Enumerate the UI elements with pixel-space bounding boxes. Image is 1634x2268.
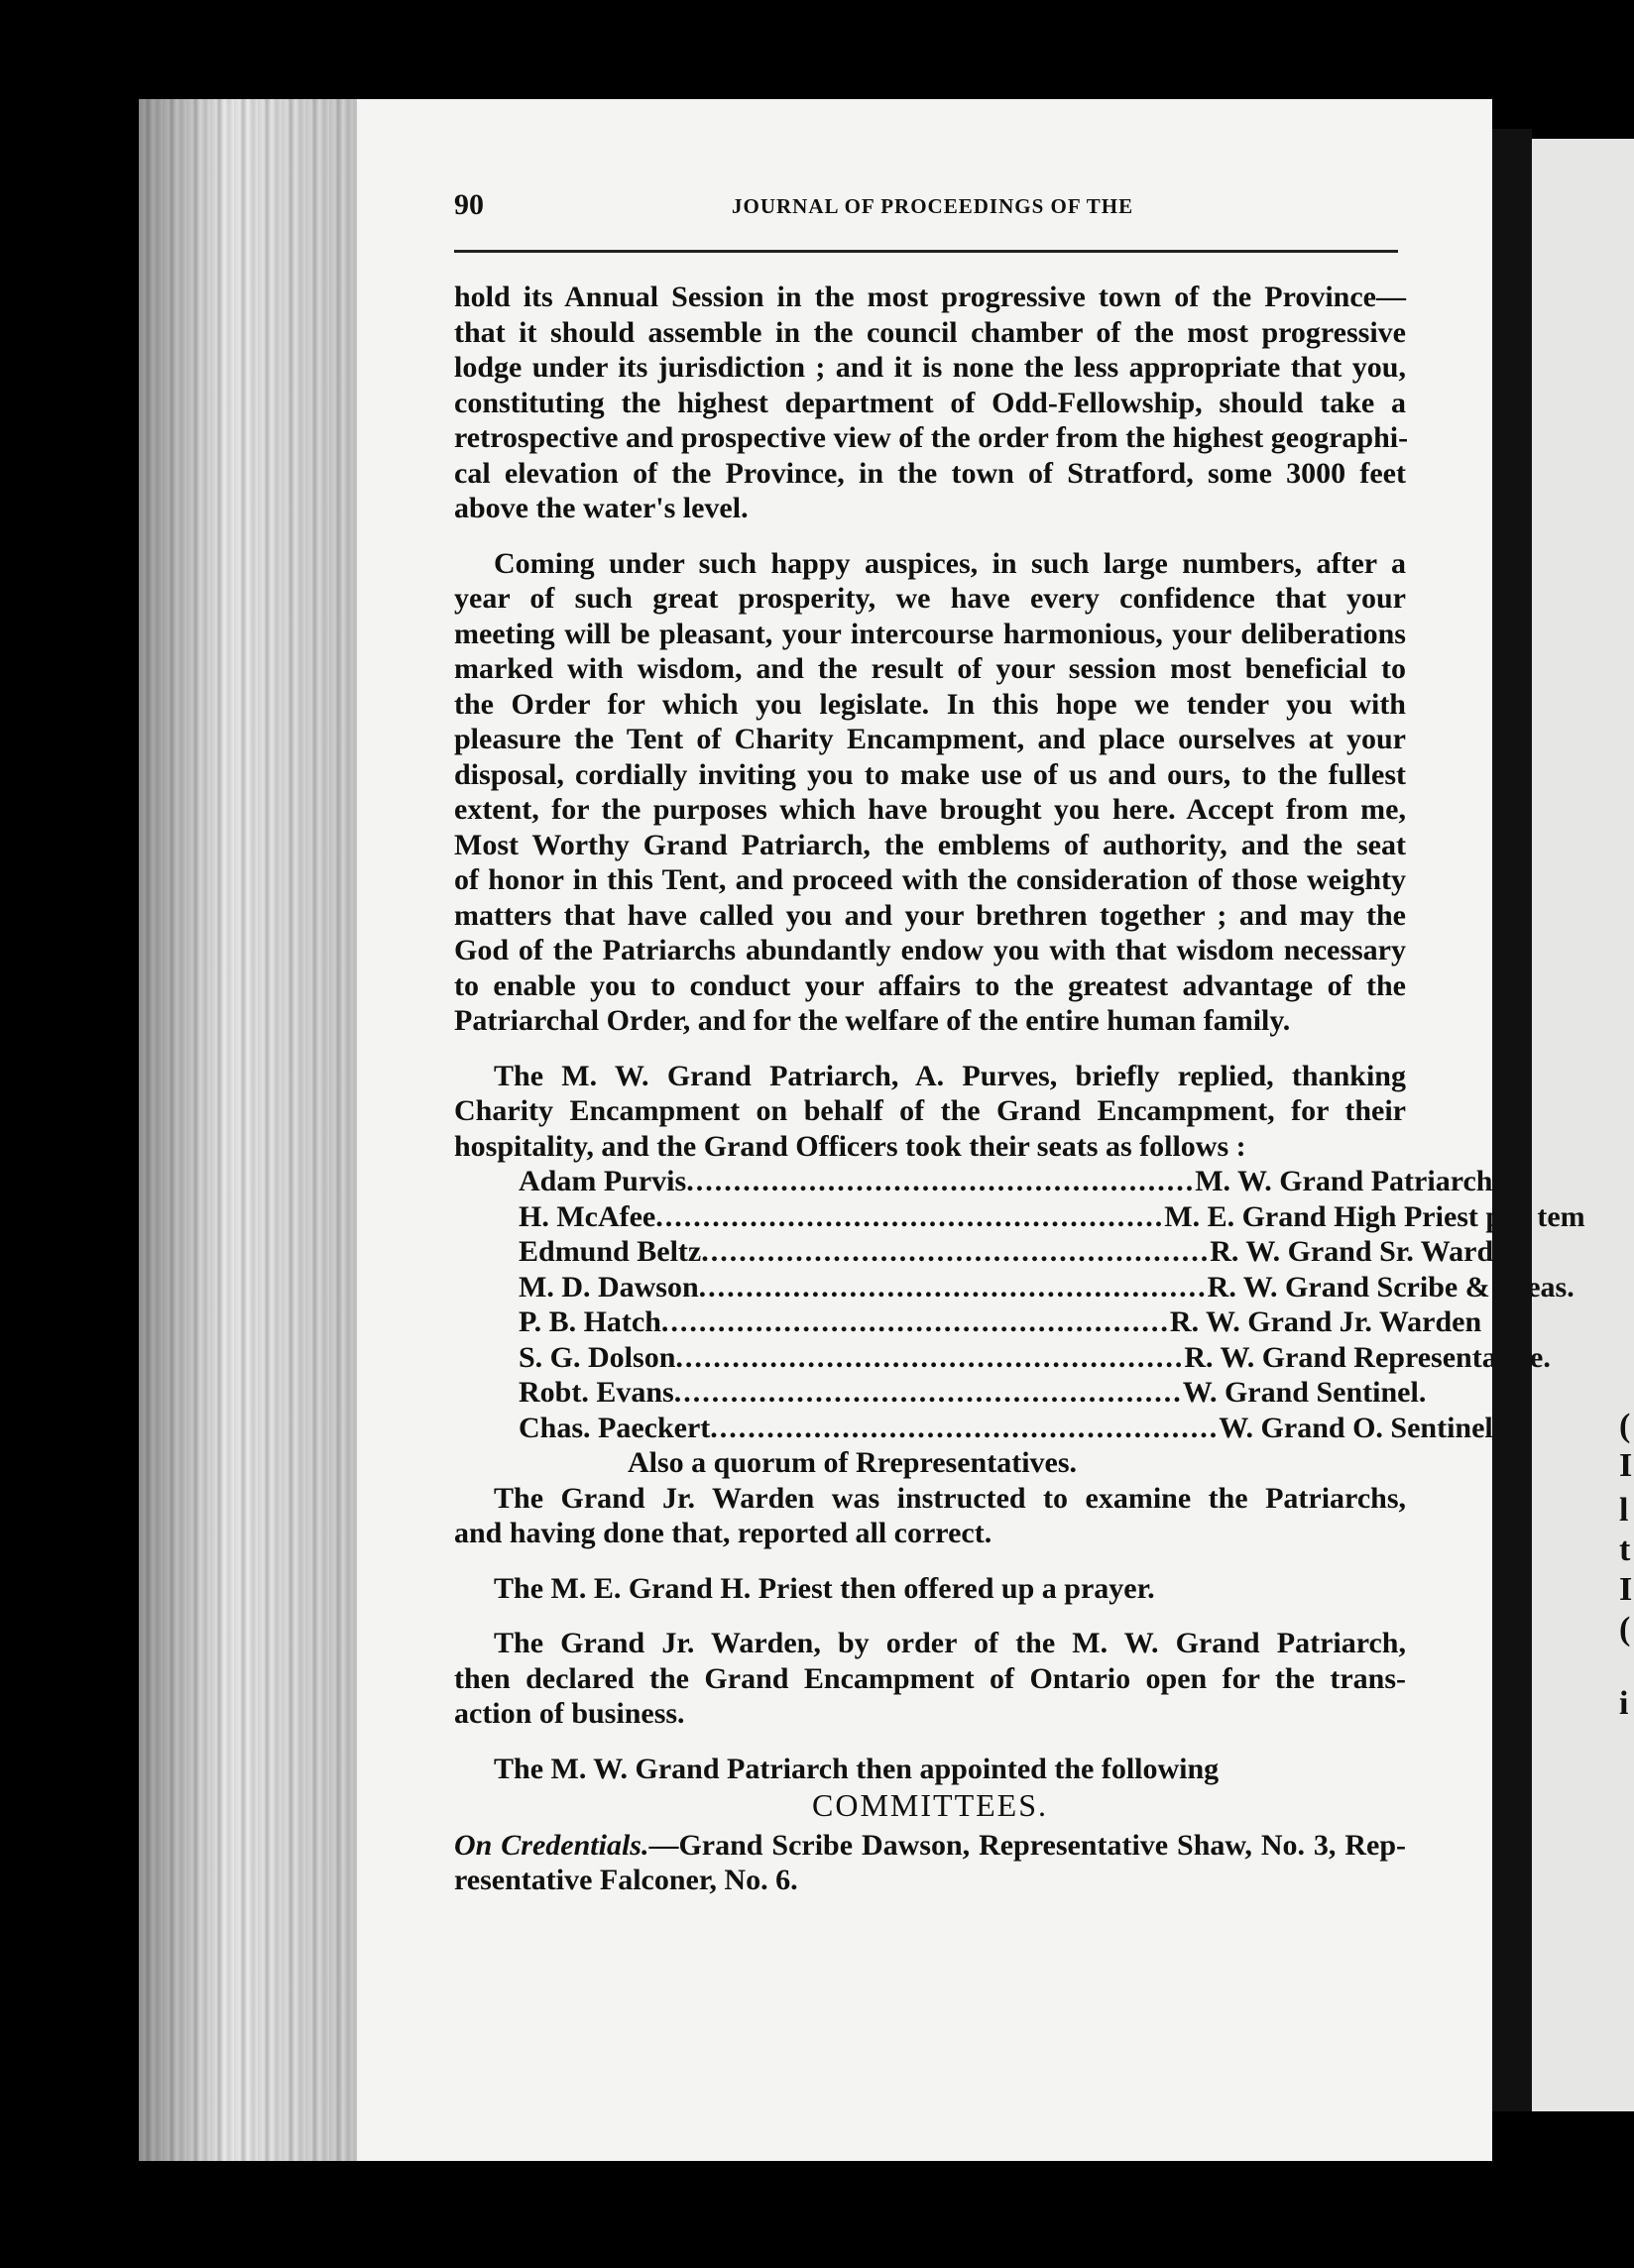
officer-title: M. E. Grand High Priest pro tem [1164, 1199, 1585, 1233]
text-line: The Grand Jr. Warden was instructed to examine the Patriarchs, [494, 1481, 1406, 1515]
officer-row [519, 1164, 1500, 1199]
officer-name: M. D. Dawson [519, 1270, 699, 1304]
page-number: 90 [454, 188, 484, 221]
text-line: above the water's level. [454, 492, 749, 524]
officer-name: H. McAfee [519, 1199, 656, 1233]
page-body [454, 280, 1585, 1898]
credentials-text: —Grand Scribe Dawson, Representative Shaw, No. 3, Rep- [648, 1828, 1406, 1862]
text-line: cal elevation of the Province, in the town of Stratford, some 3000 feet [454, 456, 1406, 490]
text-line: The M. W. Grand Patriarch then appointed the following [494, 1752, 1220, 1785]
text-line: to enable you to conduct your affairs to the greatest advantage of the [454, 968, 1406, 1002]
committees-heading: COMMITTEES. [812, 1787, 1048, 1823]
text-line: that it should assemble in the council chamber of the most progressive [454, 315, 1406, 349]
paragraph [454, 1626, 1406, 1732]
text-line: Most Worthy Grand Patriarch, the emblems of authority, and the seat [454, 828, 1406, 861]
officer-title: R. W. Grand Jr. Warden [1169, 1305, 1482, 1338]
credentials-label: On Credentials. [454, 1828, 649, 1862]
paragraph [454, 1059, 1406, 1165]
text-line: disposal, cordially inviting you to make use of us and ours, to the fullest [454, 757, 1406, 791]
text-line: constituting the highest department of Odd-Fellowship, should take a [454, 386, 1406, 419]
text-line: hold its Annual Session in the most progressive town of the Province— [454, 281, 1406, 313]
officer-name: Edmund Beltz [519, 1235, 702, 1268]
paragraph [454, 1481, 1406, 1551]
running-title: JOURNAL OF PROCEEDINGS OF THE [732, 194, 1134, 218]
next-page-fragment: I [1619, 1447, 1633, 1484]
officer-title: M. W. Grand Patriarch. [1195, 1165, 1500, 1197]
officer-row [519, 1304, 1482, 1340]
officer-title: W. Grand Sentinel. [1182, 1376, 1427, 1409]
leader-dots: ...................................................... [660, 1305, 1170, 1338]
text-line: lodge under its jurisdiction ; and it is none the less appropriate that you, [454, 351, 1406, 384]
spine-shadow [139, 99, 367, 2161]
leader-dots: ...................................................... [686, 1165, 1196, 1197]
header-rule [454, 250, 1398, 253]
officer-row [519, 1234, 1531, 1270]
text-line: resentative Falconer, No. 6. [454, 1864, 798, 1896]
text-line: God of the Patriarchs abundantly endow you with that wisdom necessary [454, 934, 1406, 966]
officer-title: W. Grand O. Sentinel. [1219, 1411, 1501, 1444]
leader-dots: ...................................................... [655, 1199, 1165, 1233]
text-line: Coming under such happy auspices, in such large numbers, after a [494, 546, 1406, 580]
text-line: matters that have called you and your brethren together ; and may the [454, 898, 1406, 932]
page-gutter-shadow [1492, 129, 1532, 2111]
officer-title: R. W. Grand Scribe & Treas. [1207, 1270, 1575, 1304]
officer-title: R. W. Grand Sr. Warden. [1210, 1235, 1531, 1268]
text-line: the Order for which you legislate. In this hope we tender you with [454, 687, 1406, 721]
next-page-fragment: t [1619, 1531, 1631, 1568]
officers-list [519, 1164, 1585, 1445]
text-line: then declared the Grand Encampment of Ontario open for the trans- [454, 1661, 1406, 1695]
leader-dots: ...................................................... [673, 1376, 1183, 1409]
text-line: of honor in this Tent, and proceed with the consideration of those weighty [454, 863, 1406, 896]
text-line: Patriarchal Order, and for the welfare of the entire human family. [454, 1004, 1291, 1037]
text-line: pleasure the Tent of Charity Encampment, and place ourselves at your [454, 723, 1406, 755]
text-line: The M. E. Grand H. Priest then offered up a prayer. [494, 1571, 1155, 1605]
next-page-fragment: l [1619, 1492, 1629, 1529]
officer-row [519, 1199, 1585, 1235]
officer-row [519, 1340, 1551, 1376]
officer-row [519, 1411, 1501, 1446]
next-page-fragment: ( [1619, 1408, 1631, 1444]
text-line: action of business. [454, 1697, 685, 1730]
next-page-fragment: ( [1619, 1611, 1631, 1647]
text-line: year of such great prosperity, we have every confidence that your [454, 582, 1406, 615]
text-line: and having done that, reported all correct. [454, 1517, 992, 1549]
officer-row [519, 1375, 1427, 1411]
book-page [357, 99, 1585, 2161]
leader-dots: ...................................................... [710, 1411, 1220, 1444]
text-line: retrospective and prospective view of the order from the highest geographi- [454, 421, 1409, 454]
text-line: hospitality, and the Grand Officers took their seats as follows : [454, 1129, 1246, 1163]
officer-row [519, 1270, 1575, 1305]
leader-dots: ...................................................... [675, 1340, 1185, 1374]
paragraph [454, 546, 1406, 1039]
officer-title: R. W. Grand Representative. [1184, 1340, 1551, 1374]
next-page-edge [1532, 139, 1634, 2111]
text-line: The Grand Jr. Warden, by order of the M. W. Grand Patriarch, [494, 1627, 1406, 1659]
officer-name: Chas. Paeckert [519, 1411, 711, 1444]
leader-dots: ...................................................... [701, 1235, 1211, 1268]
text-line: extent, for the purposes which have brought you here. Accept from me, [454, 793, 1406, 826]
page-header [454, 188, 1396, 238]
credentials-line [454, 1828, 1406, 1864]
text-line: The M. W. Grand Patriarch, A. Purves, briefly replied, thanking [494, 1059, 1406, 1092]
text-line: Charity Encampment on behalf of the Grand Encampment, for their [454, 1094, 1406, 1127]
next-page-fragment: I [1619, 1571, 1633, 1608]
quorum-note: Also a quorum of Rrepresentatives. [628, 1446, 1078, 1479]
leader-dots: ...................................................... [698, 1270, 1208, 1304]
text-line: marked with wisdom, and the result of your session most beneficial to [454, 652, 1406, 685]
officer-name: Robt. Evans [519, 1376, 674, 1409]
paragraph [454, 280, 1409, 526]
officer-name: P. B. Hatch [519, 1305, 661, 1338]
officer-name: S. G. Dolson [519, 1340, 676, 1374]
officer-name: Adam Purvis [519, 1165, 687, 1197]
text-line: meeting will be pleasant, your intercourse harmonious, your deliberations [454, 617, 1406, 650]
next-page-fragment: i [1619, 1685, 1629, 1722]
